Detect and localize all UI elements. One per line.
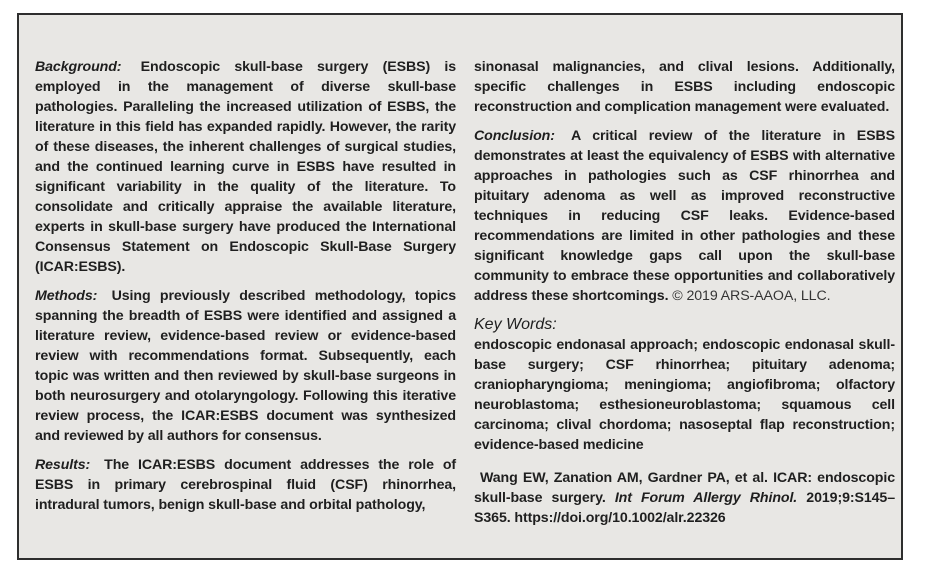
- paragraph-citation: [474, 468, 895, 528]
- background-label: Background:: [35, 59, 122, 75]
- paragraph-background: [35, 57, 456, 277]
- abstract-box: [17, 13, 903, 560]
- results-text: The ICAR:ESBS document addresses the role of ESBS in primary cerebrospinal fluid (CSF) rhinorrhea, intradural tumors, benign skull-base and orbital pathology,: [35, 457, 457, 513]
- keywords-text: endoscopic endonasal approach; endoscopic endonasal skull-base surgery; CSF rhinorrhea; pituitary adenoma; craniopharyngioma; meningioma; angiofibroma; olfactory neuroblastoma; esthesioneuroblastoma; squamous cell carcinoma; clival chordoma; nasoseptal flap reconstruction; evidence-based medicine: [474, 337, 895, 453]
- background-text: Endoscopic skull-base surgery (ESBS) is employed in the management of diverse skull-base pathologies. Paralleling the increased utilization of ESBS, the literature in this field has expanded rapidly. However, the rarity of these diseases, the inherent challenges of surgical studies, and the continued learning curve in ESBS have resulted in significant variability in the quality of the literature. To consolidate and critically appraise the available literature, experts in skull-base surgery have produced the International Consensus Statement on Endoscopic Skull-Base Surgery (ICAR:ESBS).: [35, 59, 456, 275]
- abstract-left-column: [35, 57, 456, 537]
- citation-volume-doi: 2019;9:S145–S365. https://doi.org/10.1002/alr.22326: [474, 490, 896, 526]
- methods-label: Methods:: [35, 288, 98, 304]
- conclusion-label: Conclusion:: [474, 128, 555, 144]
- keywords-label: Key Words:: [474, 316, 557, 333]
- results-continued-text: sinonasal malignancies, and clival lesions. Additionally, specific challenges in ESBS including endoscopic reconstruction and complication management were evaluated.: [474, 59, 895, 115]
- copyright-notice: © 2019 ARS-AAOA, LLC.: [672, 288, 831, 304]
- paragraph-conclusion: [474, 126, 895, 306]
- paragraph-results: [35, 455, 456, 515]
- conclusion-text: A critical review of the literature in ESBS demonstrates at least the equivalency of ESBS with alternative approaches in pathologies such as CSF rhinorrhea and pituitary adenoma as well as improved reconstructive techniques in reducing CSF leaks. Evidence-based recommendations are limited in other pathologies and these significant knowledge gaps call upon the skull-base community to embrace these opportunities and collaboratively address these shortcomings.: [474, 128, 895, 304]
- methods-text: Using previously described methodology, topics spanning the breadth of ESBS were identified and assigned a literature review, evidence-based review or evidence-based review with recommendations format. Subsequently, each topic was written and then reviewed by skull-base surgeons in both neurosurgery and otolaryngology. Following this iterative review process, the ICAR:ESBS document was synthesized and reviewed by all authors for consensus.: [35, 288, 457, 444]
- paragraph-keywords: [474, 315, 895, 455]
- abstract-right-column: [474, 57, 895, 537]
- abstract-columns: [35, 57, 895, 537]
- paragraph-results-continued: [474, 57, 895, 117]
- citation-journal-name: Int Forum Allergy Rhinol.: [614, 490, 798, 506]
- paragraph-methods: [35, 286, 456, 446]
- citation-authors-title: Wang EW, Zanation AM, Gardner PA, et al. ICAR: endoscopic skull-base surgery.: [474, 470, 895, 506]
- results-label: Results:: [35, 457, 91, 473]
